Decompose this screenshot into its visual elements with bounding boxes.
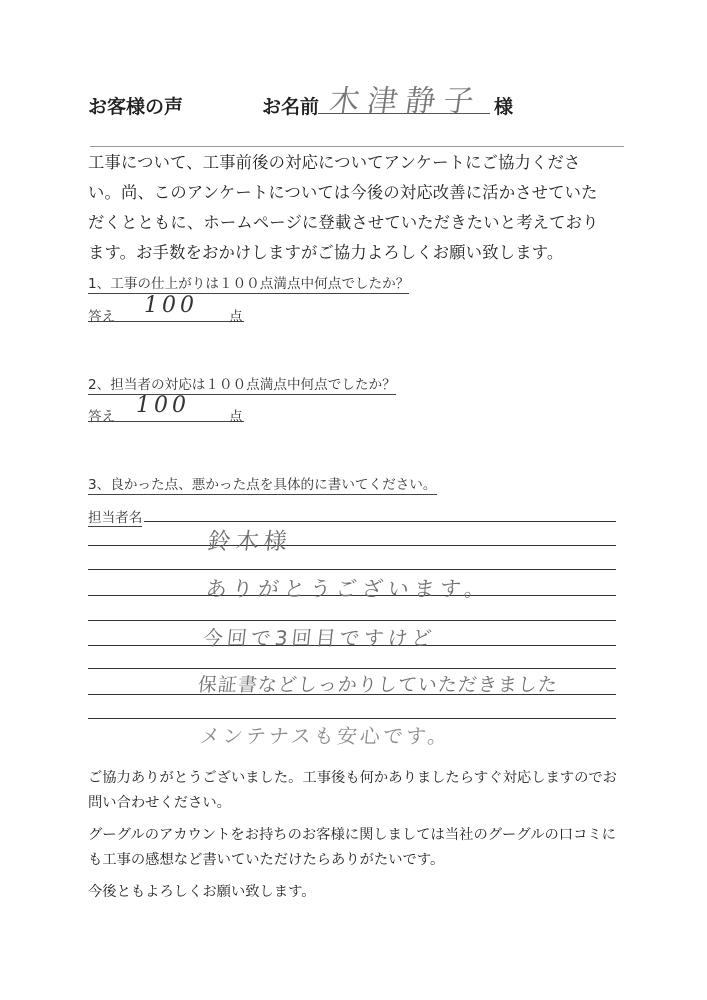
answer-1-value-handwritten: 100 [144, 293, 198, 318]
question-2: 2、担当者の対応は１００点満点中何点でしたか？ [88, 373, 396, 395]
handwritten-comment-line: ありがとうございます。 [204, 577, 492, 601]
ruled-line-9 [88, 718, 616, 719]
answer-2-value-handwritten: 100 [136, 393, 190, 418]
closing-line: も工事の感想など書いていただけたらありがたいです。 [88, 852, 445, 868]
customer-name-handwritten: 木津静子 [327, 84, 484, 119]
answer-2-label: 答え [88, 409, 116, 425]
question-3: 3、良かった点、悪かった点を具体的に書いてください。 [88, 473, 437, 495]
closing-paragraph-1 [88, 766, 633, 816]
answer-1-label: 答え [88, 309, 116, 325]
intro-line: だくとともに、ホームページに登載させていただきたいと考えており [88, 213, 599, 232]
question-1: 1、工事の仕上がりは１００点満点中何点でしたか？ [88, 272, 409, 294]
handwritten-comment-line: 保証書などしっかりしていただきました [196, 674, 560, 696]
ruled-line-7 [88, 668, 616, 669]
name-label: お名前 [262, 96, 320, 118]
page-title: お客様の声 [88, 96, 184, 118]
ruled-line-5 [88, 620, 616, 621]
handwritten-staff-name: 鈴木様 [206, 529, 294, 555]
closing-line: ご協力ありがとうございました。工事後も何かありましたらすぐ対応しますのでお [88, 770, 617, 786]
closing-line: 問い合わせください。 [88, 795, 231, 811]
answer-2-unit: 点 [229, 409, 243, 425]
intro-line: ます。お手数をおかけしますがご協力よろしくお願い致します。 [88, 243, 564, 262]
intro-line: 工事について、工事前後の対応についてアンケートにご協力くださ [88, 153, 581, 172]
ruled-line-2 [88, 545, 616, 546]
answer-1-underline [88, 321, 244, 322]
closing-line: グーグルのアカウントをお持ちのお客様に関しましては当社のグーグルの口コミに [88, 827, 616, 843]
handwritten-comment-line: メンテナスも安心です。 [198, 724, 452, 748]
intro-paragraph [88, 148, 633, 268]
ruled-line-3 [88, 569, 616, 570]
answer-1-unit: 点 [229, 309, 243, 325]
closing-paragraph-2 [88, 823, 633, 873]
intro-line: い。尚、このアンケートについては今後の対応改善に活かさせていた [88, 183, 598, 202]
header-divider [90, 146, 624, 147]
closing-paragraph-3: 今後ともよろしくお願い致します。 [88, 884, 316, 900]
answer-2-underline [88, 421, 244, 422]
staff-name-label: 担当者名 [88, 506, 142, 527]
ruled-line-1 [144, 521, 616, 522]
handwritten-comment-line: 今回で3回目ですけど [201, 626, 437, 650]
name-honorific: 様 [494, 96, 514, 118]
